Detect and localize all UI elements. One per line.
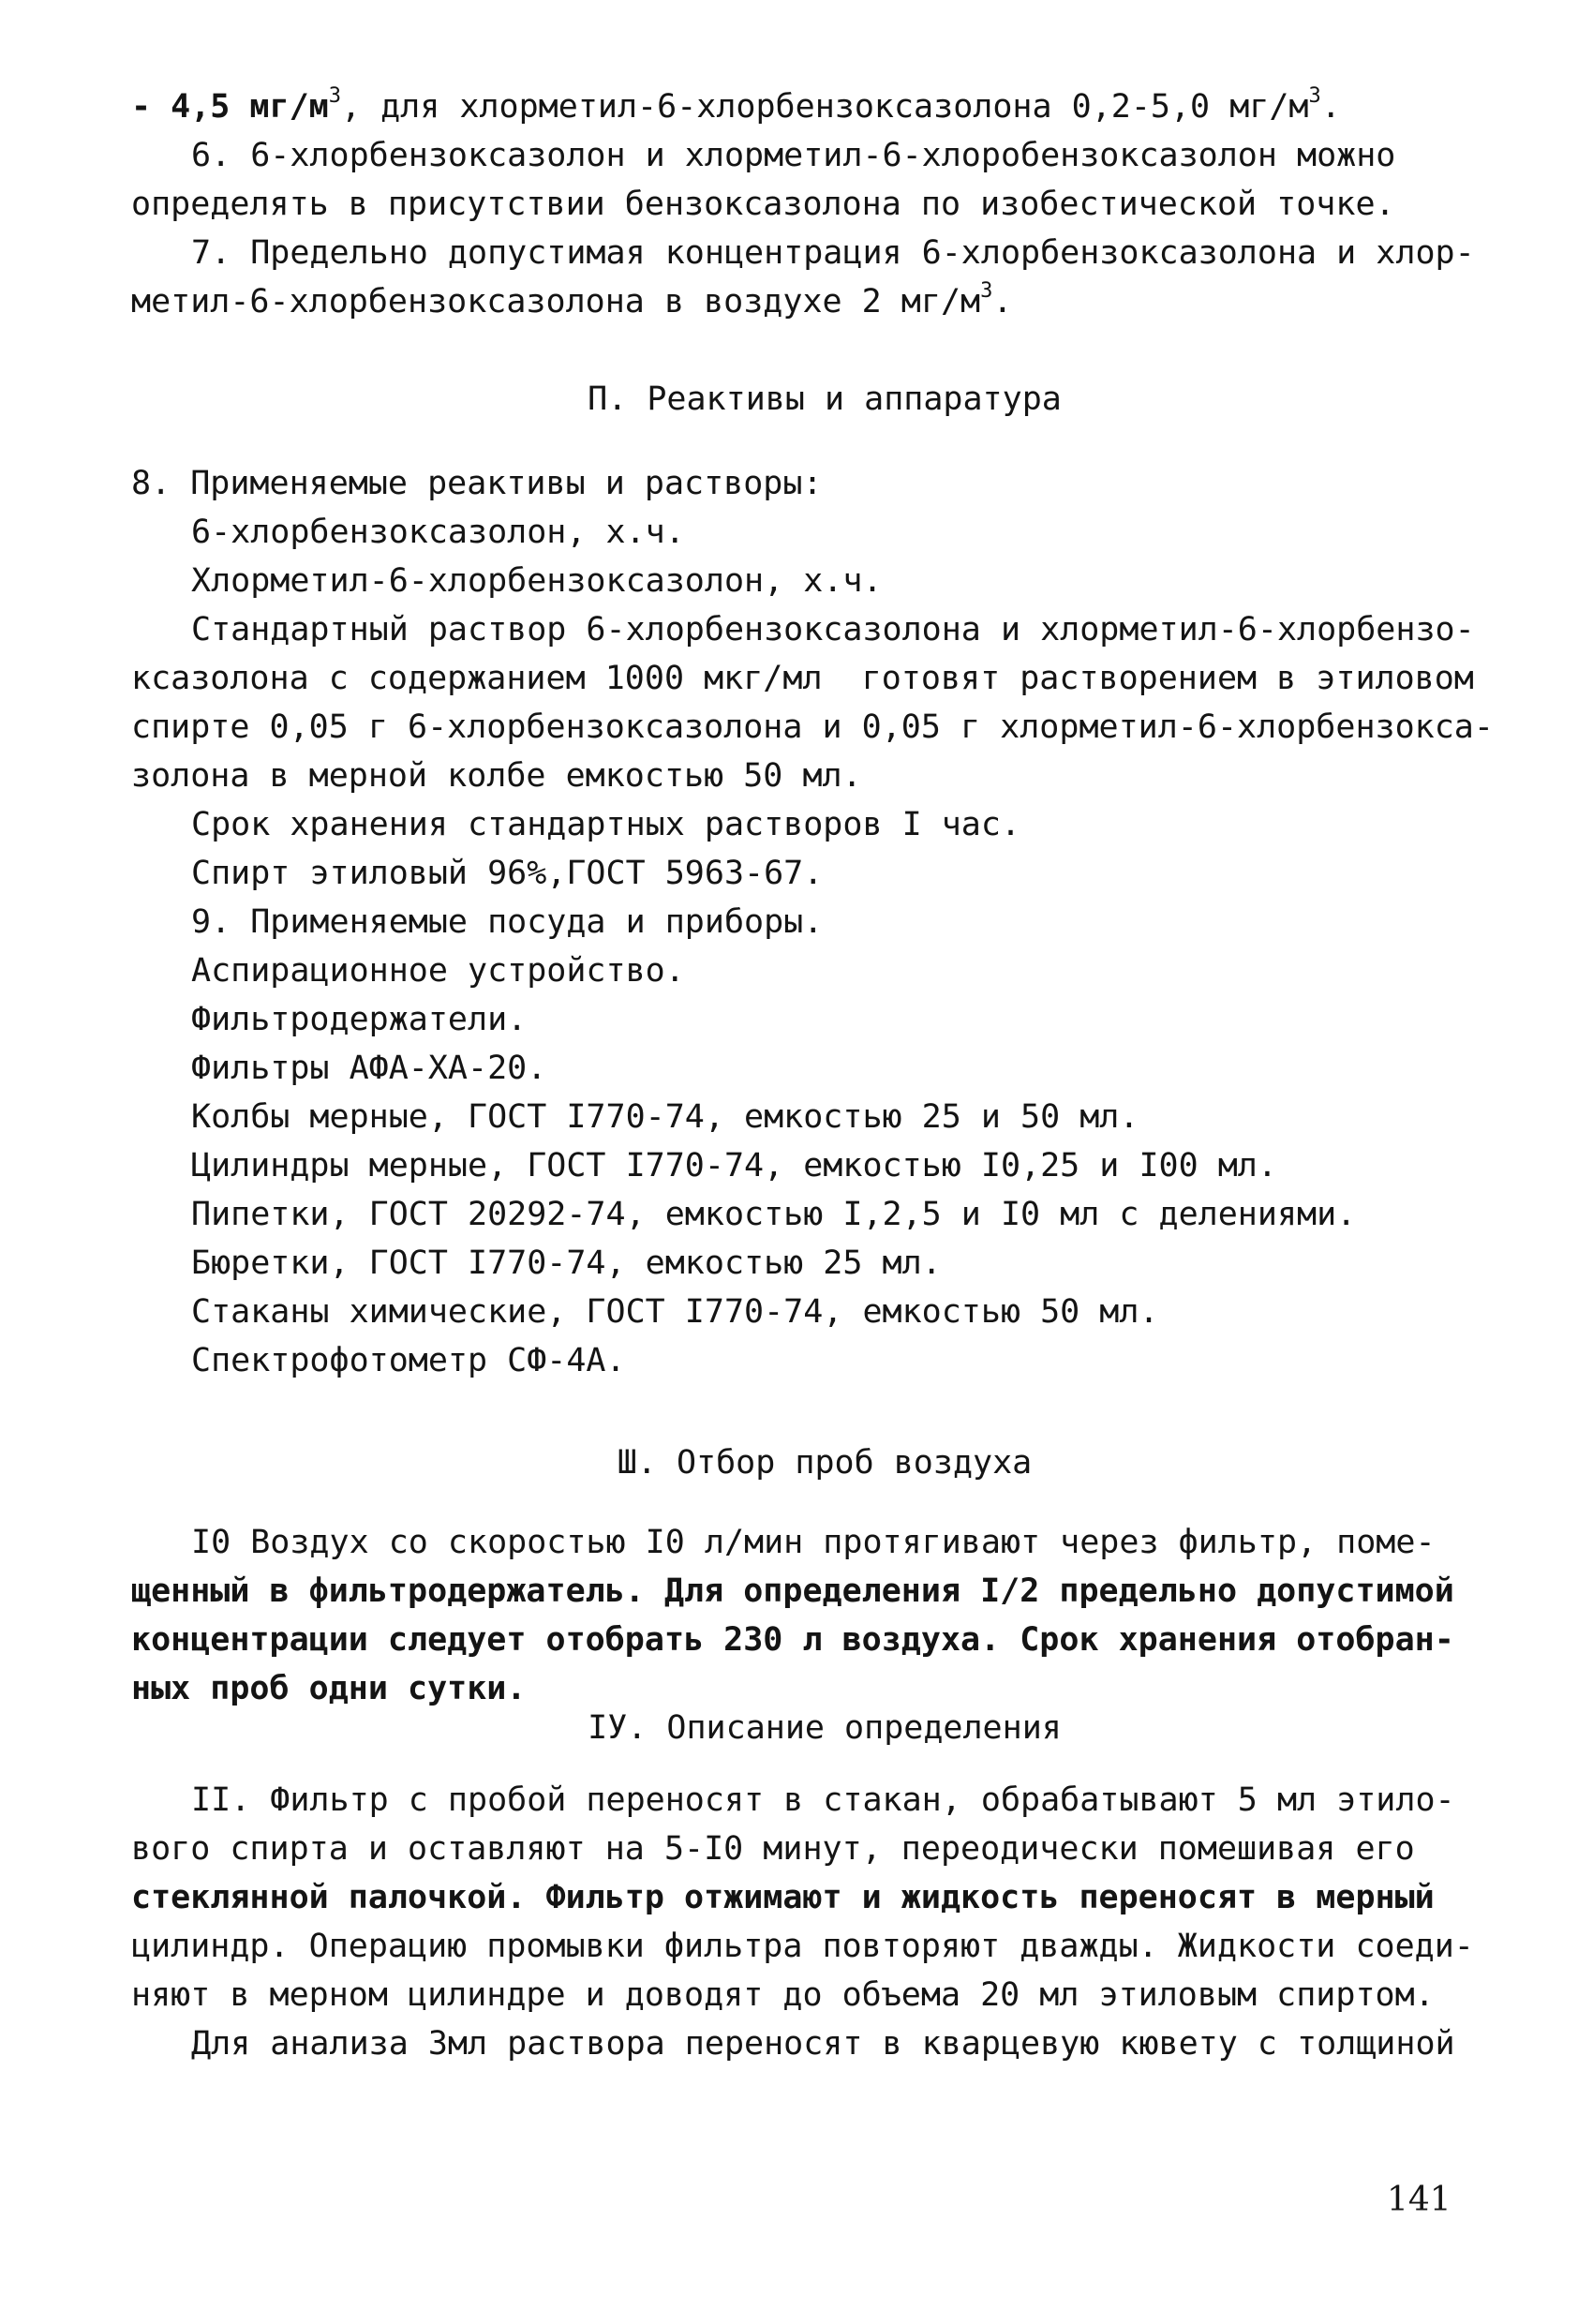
paragraph-7-line-1: 7. Предельно допустимая концентрация 6-хлорбензоксазолона и хлор- — [191, 234, 1475, 272]
paragraph-10-line-1: I0 Воздух со скоростью I0 л/мин протягивают через фильтр, поме- — [191, 1524, 1436, 1561]
paragraph-10-line-3: концентрации следует отобрать 230 л воздуха. Срок хранения отобран- — [131, 1621, 1454, 1659]
standard-solution-line-2: ксазолона с содержанием 1000 мкг/мл готовят растворением в этиловом — [131, 660, 1474, 697]
section-2 — [131, 375, 1518, 424]
equipment-item: Цилиндры мерные, ГОСТ I770-74, емкостью I0,25 и I00 мл. — [191, 1147, 1277, 1184]
section-4 — [131, 1704, 1518, 1752]
paragraph-12-line-1: Для анализа 3мл раствора переносят в кварцевую кювету с толщиной — [191, 2025, 1455, 2063]
intro-block — [131, 82, 1518, 326]
standard-solution-line-3: спирте 0,05 г 6-хлорбензоксазолона и 0,05 г хлорметил-6-хлорбензокса- — [131, 708, 1494, 746]
paragraph-11-line-1: II. Фильтр с пробой переносят в стакан, обрабатывают 5 мл этило- — [191, 1781, 1455, 1819]
equipment-item: Фильтры АФА-ХА-20. — [191, 1050, 547, 1087]
standard-solution-line-1: Стандартный раствор 6-хлорбензоксазолона и хлорметил-6-хлорбензо- — [191, 611, 1475, 648]
reagent-1: 6-хлорбензоксазолон, х.ч. — [191, 514, 685, 551]
intro-line-1: - 4,5 $мг/м^3$, для хлорметил-6-хлорбензоксазолона 0,2-5,0 $мг/м^3$. — [131, 84, 1341, 126]
equipment-item: Аспирационное устройство. — [191, 952, 685, 990]
paragraph-10-line-2: щенный в фильтродержатель. Для определения I/2 предельно допустимой — [131, 1572, 1454, 1610]
paragraph-11-line-2: вого спирта и оставляют на 5-I0 минут, переодически помешивая его — [131, 1830, 1415, 1868]
equipment-item: Спектрофотометр СФ-4А. — [191, 1342, 626, 1379]
storage-term: Срок хранения стандартных растворов I час. — [191, 806, 1021, 843]
reagent-2: Хлорметил-6-хлорбензоксазолон, х.ч. — [191, 562, 883, 600]
section-2-heading: П. Реактивы и аппаратура — [588, 380, 1062, 418]
paragraph-8-title: 8. Применяемые реактивы и растворы: — [131, 465, 823, 502]
paragraph-11-line-5: няют в мерном цилиндре и доводят до объема 20 мл этиловым спиртом. — [131, 1976, 1435, 2014]
paragraph-11-line-4: цилиндр. Операцию промывки фильтра повторяют дважды. Жидкости соеди- — [131, 1928, 1474, 1965]
section-3 — [131, 1438, 1518, 1487]
equipment-item: Пипетки, ГОСТ 20292-74, емкостью I,2,5 и I0 мл с делениями. — [191, 1196, 1357, 1233]
paragraph-6-line-2: определять в присутствии бензоксазолона по изобестической точке. — [131, 186, 1395, 223]
equipment-item: Бюретки, ГОСТ I770-74, емкостью 25 мл. — [191, 1244, 942, 1282]
paragraph-11-line-3: стеклянной палочкой. Фильтр отжимают и жидкость переносят в мерный — [131, 1879, 1435, 1916]
section-3-heading: Ш. Отбор проб воздуха — [617, 1444, 1033, 1482]
ethyl-alcohol: Спирт этиловый 96%,ГОСТ 5963-67. — [191, 855, 824, 892]
equipment-item: Фильтродержатели. — [191, 1001, 528, 1038]
section-4-heading: IУ. Описание определения — [588, 1709, 1062, 1747]
section-4-body — [131, 1776, 1518, 2068]
page-number: 141 — [1387, 2181, 1452, 2219]
standard-solution-line-4: золона в мерной колбе емкостью 50 мл. — [131, 757, 862, 795]
paragraph-10-line-4: ных проб одни сутки. — [131, 1670, 527, 1707]
equipment-item: Колбы мерные, ГОСТ I770-74, емкостью 25 и 50 мл. — [191, 1098, 1139, 1136]
section-3-body — [131, 1518, 1518, 1713]
paragraph-9-title: 9. Применяемые посуда и приборы. — [191, 903, 824, 941]
paragraph-7-line-2: метил-6-хлорбензоксазолона в воздухе 2 $мг/м^3$. — [131, 279, 1013, 320]
equipment-item: Стаканы химические, ГОСТ I770-74, емкостью 50 мл. — [191, 1293, 1159, 1331]
section-2-body — [131, 459, 1518, 1385]
paragraph-6-line-1: 6. 6-хлорбензоксазолон и хлорметил-6-хлоробензоксазолон можно — [191, 137, 1396, 174]
